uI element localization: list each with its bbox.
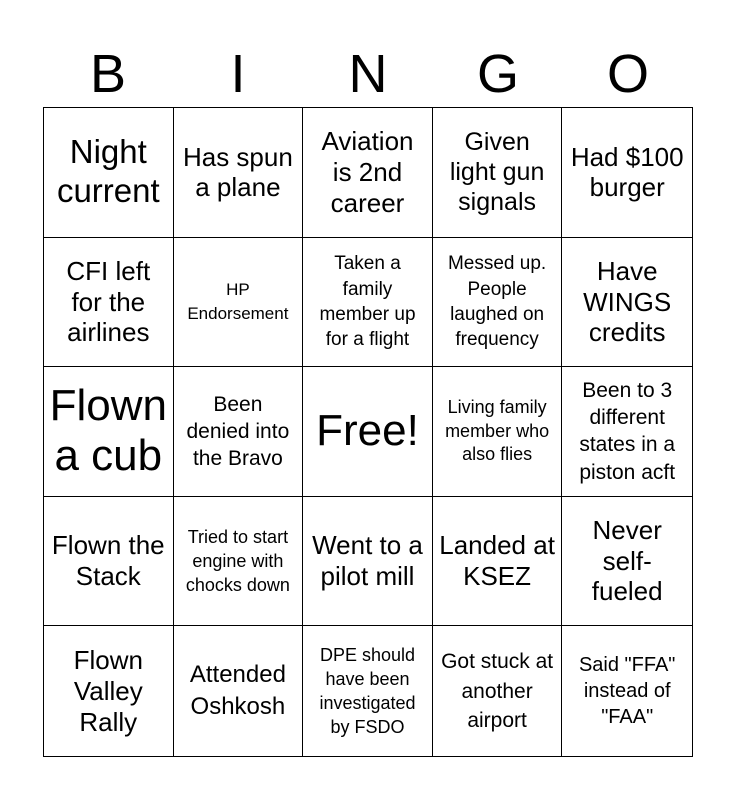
cell-text: Free! <box>316 406 419 456</box>
cell-text: Been denied into the Bravo <box>186 392 290 471</box>
bingo-board <box>43 107 693 757</box>
bingo-cell-5[interactable] <box>562 108 692 238</box>
cell-text: Living family member who also flies <box>445 397 550 465</box>
bingo-header <box>43 40 693 108</box>
cell-text: Has spun a plane <box>182 141 293 203</box>
bingo-cell-6[interactable] <box>44 238 174 368</box>
bingo-cell-18[interactable] <box>303 497 433 627</box>
bingo-cell-21[interactable] <box>44 626 174 756</box>
bingo-cell-16[interactable] <box>44 497 174 627</box>
cell-text: Landed at KSEZ <box>439 530 555 592</box>
cell-text: Flown Valley Rally <box>73 645 143 737</box>
bingo-cell-2[interactable] <box>174 108 304 238</box>
bingo-cell-20[interactable] <box>562 497 692 627</box>
bingo-cell-15[interactable] <box>562 367 692 497</box>
cell-text: Messed up. People laughed on frequency <box>447 253 547 351</box>
header-letter-i: I <box>230 44 246 104</box>
cell-text: Got stuck at another airport <box>441 650 554 732</box>
cell-text: Flown the Stack <box>51 530 165 592</box>
cell-text: Went to a pilot mill <box>312 530 423 592</box>
header-letter-n: N <box>348 44 388 104</box>
bingo-cell-4[interactable] <box>433 108 563 238</box>
bingo-cell-17[interactable] <box>174 497 304 627</box>
bingo-cell-14[interactable] <box>433 367 563 497</box>
cell-text: Night current <box>56 133 160 210</box>
bingo-cell-24[interactable] <box>433 626 563 756</box>
bingo-cell-9[interactable] <box>433 238 563 368</box>
header-letter-b: B <box>89 44 127 104</box>
cell-text: HP Endorsement <box>187 280 289 323</box>
bingo-cell-11[interactable] <box>44 367 174 497</box>
bingo-cell-25[interactable] <box>562 626 692 756</box>
bingo-cell-8[interactable] <box>303 238 433 368</box>
bingo-cell-19[interactable] <box>433 497 563 627</box>
cell-text: DPE should have been investigated by FSDO <box>319 644 416 738</box>
bingo-cell-10[interactable] <box>562 238 692 368</box>
cell-text: Aviation is 2nd career <box>321 126 414 218</box>
cell-text: Tried to start engine with chocks down <box>185 526 290 596</box>
bingo-cell-23[interactable] <box>303 626 433 756</box>
cell-text: Been to 3 different states in a piston acft <box>579 378 676 484</box>
header-letter-g: G <box>476 44 519 104</box>
bingo-cell-3[interactable] <box>303 108 433 238</box>
cell-text: Flown a cub <box>49 380 167 481</box>
cell-text: Had $100 burger <box>570 141 684 203</box>
cell-text: Have WINGS credits <box>583 255 672 348</box>
free-space[interactable] <box>303 367 433 497</box>
bingo-cell-7[interactable] <box>174 238 304 368</box>
bingo-cell-1[interactable] <box>44 108 174 238</box>
cell-text: Never self-fueled <box>591 515 663 607</box>
cell-text: Given light gun signals <box>449 128 545 217</box>
cell-text: CFI left for the airlines <box>66 255 151 348</box>
cell-text: Taken a family member up for a flight <box>319 253 416 351</box>
cell-text: Attended Oshkosh <box>189 660 286 721</box>
cell-text: Said "FFA" instead of "FAA" <box>578 654 676 729</box>
header-letter-o: O <box>606 44 649 104</box>
bingo-cell-12[interactable] <box>174 367 304 497</box>
bingo-cell-22[interactable] <box>174 626 304 756</box>
